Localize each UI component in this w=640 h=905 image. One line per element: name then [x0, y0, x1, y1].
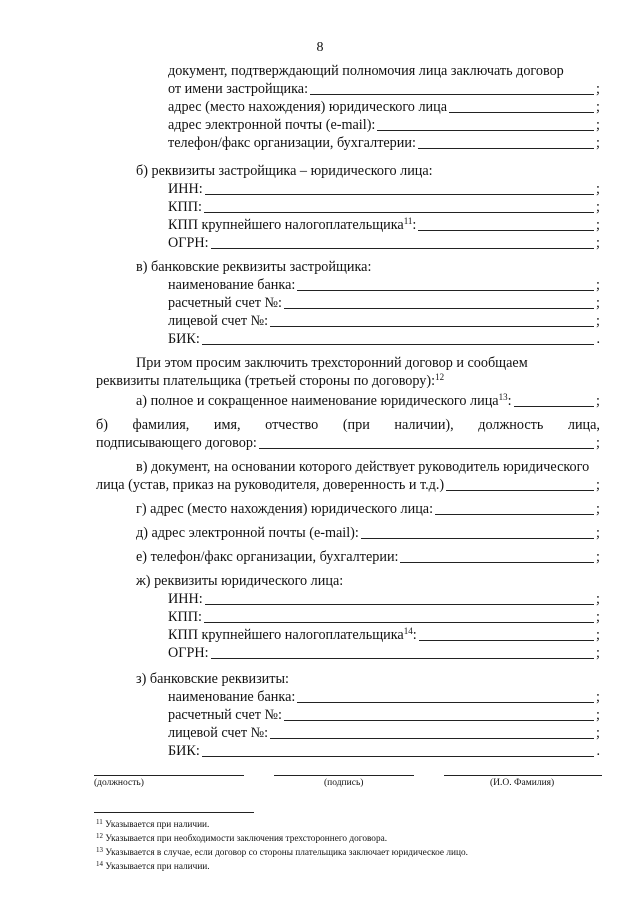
signature-position-line[interactable]	[94, 774, 244, 776]
b-inn-row: ИНН: ;	[168, 181, 600, 197]
z-account-fill-line[interactable]	[284, 719, 594, 721]
payer-e-row: е) телефон/факс организации, бухгалтерии: ;	[136, 549, 600, 565]
payer-b-row-2: подписывающего договор: ;	[96, 435, 600, 451]
z-bik-fill-line[interactable]	[202, 755, 595, 757]
address-label: адрес (место нахождения) юридического лица	[168, 99, 448, 115]
signature-name-caption: (И.О. Фамилия)	[490, 778, 555, 788]
v-personal-fill-line[interactable]	[270, 325, 594, 327]
footnote-ref-13: 13	[498, 392, 508, 402]
payer-g-row: г) адрес (место нахождения) юридического лица: ;	[136, 501, 600, 517]
signature-sign-line[interactable]	[274, 774, 414, 776]
section-b-title: б) реквизиты застройщика – юридического лица:	[136, 163, 433, 179]
doc-fill-line[interactable]	[310, 93, 594, 95]
email-row: адрес электронной почты (e-mail): ;	[168, 117, 600, 133]
footnote-13: $^{13}$ Указывается в случае, если договор со стороны плательщика заключает юридическое лицо.	[96, 846, 468, 858]
v-personal-row: лицевой счет №: ;	[168, 313, 600, 329]
payer-d-row: д) адрес электронной почты (e-mail): ;	[136, 525, 600, 541]
request-line-2: реквизиты плательщика (третьей стороны по договору):$^{12}$	[96, 372, 445, 389]
email-fill-line[interactable]	[377, 129, 594, 131]
payer-v-fill-line[interactable]	[446, 489, 594, 491]
request-line-1: При этом просим заключить трехсторонний договор и сообщаем	[136, 355, 528, 371]
b-inn-fill-line[interactable]	[205, 193, 594, 195]
v-bik-fill-line[interactable]	[202, 343, 595, 345]
zh-kpp-largest-row: КПП крупнейшего налогоплательщика$^{14}$: ;	[168, 626, 600, 643]
email-label: адрес электронной почты (e-mail):	[168, 117, 376, 133]
v-account-row: расчетный счет №: ;	[168, 295, 600, 311]
payer-z-title: з) банковские реквизиты:	[136, 671, 289, 687]
b-kpp-largest-fill-line[interactable]	[418, 229, 594, 231]
z-account-row: расчетный счет №: ;	[168, 707, 600, 723]
signature-position-caption: (должность)	[94, 778, 144, 788]
page-number: 8	[316, 40, 324, 55]
address-fill-line[interactable]	[449, 111, 594, 113]
v-bik-row: БИК: .	[168, 331, 600, 347]
payer-v-line-1: в) документ, на основании которого действует руководитель юридического	[136, 459, 590, 475]
footnote-ref-12: 12	[435, 372, 445, 382]
b-kpp-fill-line[interactable]	[204, 211, 594, 213]
b-ogrn-row: ОГРН: ;	[168, 235, 600, 251]
address-row: адрес (место нахождения) юридического лица ;	[168, 99, 600, 115]
payer-a-fill-line[interactable]	[514, 405, 595, 407]
b-kpp-largest-row: КПП крупнейшего налогоплательщика$^{11}$: ;	[168, 216, 600, 233]
section-v-title: в) банковские реквизиты застройщика:	[136, 259, 372, 275]
zh-inn-row: ИНН: ;	[168, 591, 600, 607]
payer-b-fill-line[interactable]	[259, 447, 594, 449]
phone-row: телефон/факс организации, бухгалтерии: ;	[168, 135, 600, 151]
z-bank-row: наименование банка: ;	[168, 689, 600, 705]
v-bank-fill-line[interactable]	[297, 289, 594, 291]
footnote-14: $^{14}$ Указывается при наличии.	[96, 860, 210, 872]
payer-zh-title: ж) реквизиты юридического лица:	[136, 573, 344, 589]
b-kpp-row: КПП: ;	[168, 199, 600, 215]
doc-line-1: документ, подтверждающий полномочия лица заключать договор	[168, 63, 564, 79]
zh-ogrn-fill-line[interactable]	[211, 657, 595, 659]
zh-kpp-fill-line[interactable]	[204, 621, 594, 623]
z-bik-row: БИК: .	[168, 743, 600, 759]
payer-e-fill-line[interactable]	[400, 561, 594, 563]
payer-g-fill-line[interactable]	[435, 513, 594, 515]
zh-kpp-row: КПП: ;	[168, 609, 600, 625]
footnote-11: $^{11}$ Указывается при наличии.	[96, 818, 210, 830]
footnote-12: $^{12}$ Указывается при необходимости заключения трехстороннего договора.	[96, 832, 388, 844]
signature-name-line[interactable]	[444, 774, 602, 776]
payer-v-row-2: лица (устав, приказ на руководителя, доверенность и т.д.) ;	[96, 477, 600, 493]
z-personal-row: лицевой счет №: ;	[168, 725, 600, 741]
footnote-ref-14: 14	[403, 626, 413, 636]
footnote-ref-11: 11	[403, 216, 413, 226]
doc-line-2-row: от имени застройщика: ;	[168, 81, 600, 97]
b-ogrn-fill-line[interactable]	[211, 247, 595, 249]
doc-line-2-label: от имени застройщика:	[168, 81, 309, 97]
v-account-fill-line[interactable]	[284, 307, 594, 309]
signature-sign-caption: (подпись)	[324, 778, 364, 788]
v-bank-row: наименование банка: ;	[168, 277, 600, 293]
phone-label: телефон/факс организации, бухгалтерии:	[168, 135, 416, 151]
z-personal-fill-line[interactable]	[270, 737, 594, 739]
z-bank-fill-line[interactable]	[297, 701, 594, 703]
zh-ogrn-row: ОГРН: ;	[168, 645, 600, 661]
payer-d-fill-line[interactable]	[361, 537, 594, 539]
zh-kpp-largest-fill-line[interactable]	[419, 639, 594, 641]
payer-b-line-1: б) фамилия, имя, отчество (при наличии), должность лица,	[96, 417, 600, 433]
zh-inn-fill-line[interactable]	[205, 603, 594, 605]
phone-fill-line[interactable]	[418, 147, 594, 149]
payer-a-row: а) полное и сокращенное наименование юридического лица$^{13}$: ;	[136, 392, 600, 409]
footnote-separator	[94, 812, 254, 813]
